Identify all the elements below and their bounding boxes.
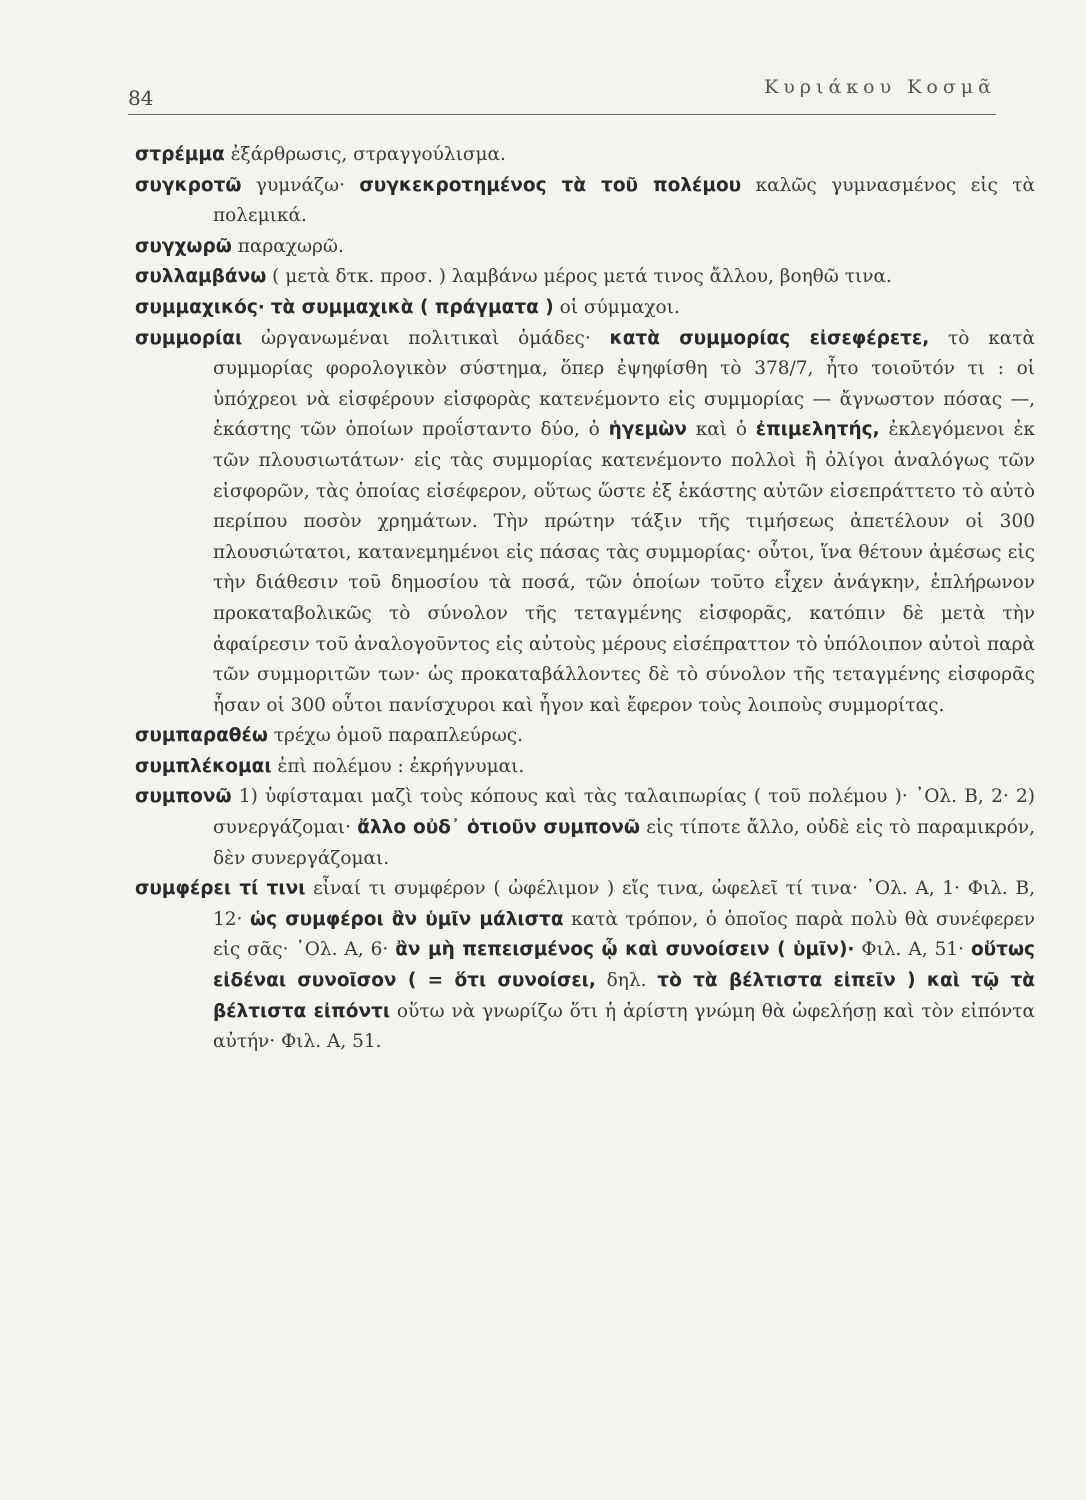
page-header bbox=[128, 68, 996, 115]
running-head: Κυριάκου Κοσμᾶ bbox=[764, 76, 996, 98]
entry-phrase: ἄλλο οὐδ᾿ ὁτιοῦν συμπονῶ bbox=[357, 817, 640, 839]
entry-phrase: τὰ συμμαχικὰ ( πράγματα ) bbox=[270, 296, 554, 318]
entry-headword: συγκροτῶ bbox=[135, 174, 242, 196]
entry-definition: εἶναί τι συμφέρον ( ὠφέλιμον ) εἴς τινα, ὠφελεῖ τί τινα· ᾿Ολ. Α, 1· Φιλ. Β, 12· bbox=[213, 878, 1035, 930]
entry-definition: οὕτω νὰ γνωρίζω ὅτι ἡ ἀρίστη γνώμη θὰ ὠφελήσῃ καὶ τὸν εἰπόντα αὐτήν· Φιλ. Α, 51. bbox=[213, 1000, 1036, 1053]
entry-definition: ἐξάρθρωσις, στραγγούλισμα. bbox=[224, 144, 506, 165]
entry-definition: ἐκλεγόμενοι ἐκ τῶν πλουσιωτάτων· εἰς τὰς συμμορίας κατενέμοντο πολλοὶ ἢ ὀλίγοι ἀναλόγως τῶν εἰσφορῶν, τὰς ὁποίας εἰσέφερον, οὕτως ὥστε ἐξ ἑκάστης αὐτῶν εἰσεπράττετο τὸ αὐτὸ περίπου ποσὸν χρημάτων. Τὴν πρώτην τάξιν τῆς τιμήσεως ἀπετέλουν οἱ 300 πλουσιώτατοι, κατανεμημένοι εἰς πάσας τὰς συμμορίας· οὗτοι, ἵνα θέτουν ἀμέσως εἰς τὴν διάθεσιν τοῦ δημοσίου τὰ ποσά, τῶν ὁποίων τοῦτο εἶχεν ἀνάγκην, ἐπλήρωνον προκαταβολικῶς τὸ σύνολον τῆς τεταγμένης εἰσφορᾶς, κατόπιν δὲ μετὰ τὴν ἀφαίρεσιν τοῦ ἀναλογοῦντος εἰς αὐτοὺς μέρους εἰσέπραττον τὸ ὑπόλοιπον αὐτοὶ παρὰ τῶν συμμοριτῶν των· ὡς προκαταβάλλοντες δὲ τὸ σύνολον τῆς τεταγμένης εἰσφορᾶς ἦσαν οἱ 300 οὗτοι πανίσχυροι καὶ ἦγον καὶ ἔφερον τοὺς λοιποὺς συμμορίτας. bbox=[213, 419, 1035, 716]
entry-definition: εἰς τίποτε ἄλλο, οὐδὲ εἰς τὸ παραμικρόν, δὲν συνεργάζομαι. bbox=[213, 817, 1035, 869]
entry-definition: ( μετὰ δτκ. προσ. ) λαμβάνω μέρος μετά τινος ἄλλου, βοηθῶ τινα. bbox=[266, 266, 892, 288]
entry-phrase: κατὰ συμμορίας εἰσεφέρετε, bbox=[609, 327, 930, 349]
entry-definition: δηλ. bbox=[595, 970, 658, 992]
entry-definition: παραχωρῶ. bbox=[231, 235, 344, 257]
entry-definition: Φιλ. Α, 51· bbox=[854, 939, 971, 961]
entry-headword: συμμαχικός· bbox=[135, 296, 265, 318]
entry-phrase: ἐπιμελητής, bbox=[755, 419, 880, 441]
entry-definition: καὶ ὁ bbox=[686, 419, 756, 441]
glossary-entry bbox=[135, 721, 1035, 752]
glossary-entry bbox=[135, 232, 1035, 263]
entry-definition: ὠργανωμέναι πολιτικαὶ ὁμάδες· bbox=[242, 327, 610, 349]
glossary-body bbox=[135, 140, 1035, 1058]
entry-phrase: συγκεκροτημένος τὰ τοῦ πολέμου bbox=[359, 174, 742, 196]
glossary-entry bbox=[135, 140, 1035, 171]
glossary-entry bbox=[135, 782, 1035, 874]
entry-headword: συλλαμβάνω bbox=[135, 266, 267, 288]
entry-phrase: ἡγεμὼν bbox=[608, 419, 687, 441]
entry-definition: 1) ὑφίσταμαι μαζὶ τοὺς κόπους καὶ τὰς ταλαιπωρίας ( τοῦ πολέμου )· ᾿Ολ. Β, 2· 2) συνεργάζομαι· bbox=[213, 786, 1035, 839]
glossary-entry bbox=[135, 171, 1035, 232]
entry-definition: ἐπὶ πολέμου : ἐκρήγνυμαι. bbox=[271, 755, 525, 777]
glossary-entry bbox=[135, 324, 1035, 722]
glossary-entry bbox=[135, 752, 1035, 783]
entry-definition: γυμνάζω· bbox=[241, 174, 360, 196]
entry-headword: συμφέρει τί τινι bbox=[135, 878, 306, 900]
glossary-entry bbox=[135, 262, 1035, 293]
entry-headword: συμπαραθέω bbox=[135, 725, 268, 747]
entry-headword: στρέμμα bbox=[135, 144, 225, 165]
glossary-entry bbox=[135, 293, 1035, 324]
entry-definition: τρέχω ὁμοῦ παραπλεύρως. bbox=[267, 725, 524, 747]
entry-definition: κατὰ τρόπον, ὁ ὁποῖος παρὰ πολὺ θὰ συνέφερεν εἰς σᾶς· ᾿Ολ. Α, 6· bbox=[213, 908, 1035, 961]
entry-phrase: ὡς συμφέροι ἂν ὑμῖν μάλιστα bbox=[250, 908, 564, 930]
page-number: 84 bbox=[128, 86, 154, 110]
entry-headword: συμπονῶ bbox=[135, 786, 232, 808]
entry-definition: τὸ κατὰ συμμορίας φορολογικὸν σύστημα, ὅπερ ἐψηφίσθη τὸ 378/7, ἦτο τοιοῦτόν τι : οἱ ὑπόχρεοι νὰ εἰσφέρουν εἰσφορὰς κατενέμοντο εἰς συμμορίας — ἄγνωστον πόσας —, ἑκάστης τῶν ὁποίων προΐσταντο δύο, ὁ bbox=[213, 327, 1035, 441]
entry-phrase: τὸ τὰ βέλτιστα εἰπεῖν ) καὶ τῷ τὰ βέλτιστα εἰπόντι bbox=[213, 970, 1035, 1022]
entry-definition: οἱ σύμμαχοι. bbox=[553, 296, 680, 318]
glossary-entry bbox=[135, 874, 1035, 1058]
entry-headword: συμμορίαι bbox=[135, 327, 243, 349]
entry-phrase: ἂν μὴ πεπεισμένος ᾧ καὶ συνοίσειν ( ὑμῖν)· bbox=[395, 939, 855, 961]
entry-definition: καλῶς γυμνασμένος εἰς τὰ πολεμικά. bbox=[213, 174, 1035, 227]
entry-headword: συμπλέκομαι bbox=[135, 755, 272, 777]
entry-phrase: οὕτως εἰδέναι συνοῖσον ( = ὅτι συνοίσει, bbox=[213, 939, 1036, 992]
entry-headword: συγχωρῶ bbox=[135, 235, 232, 257]
